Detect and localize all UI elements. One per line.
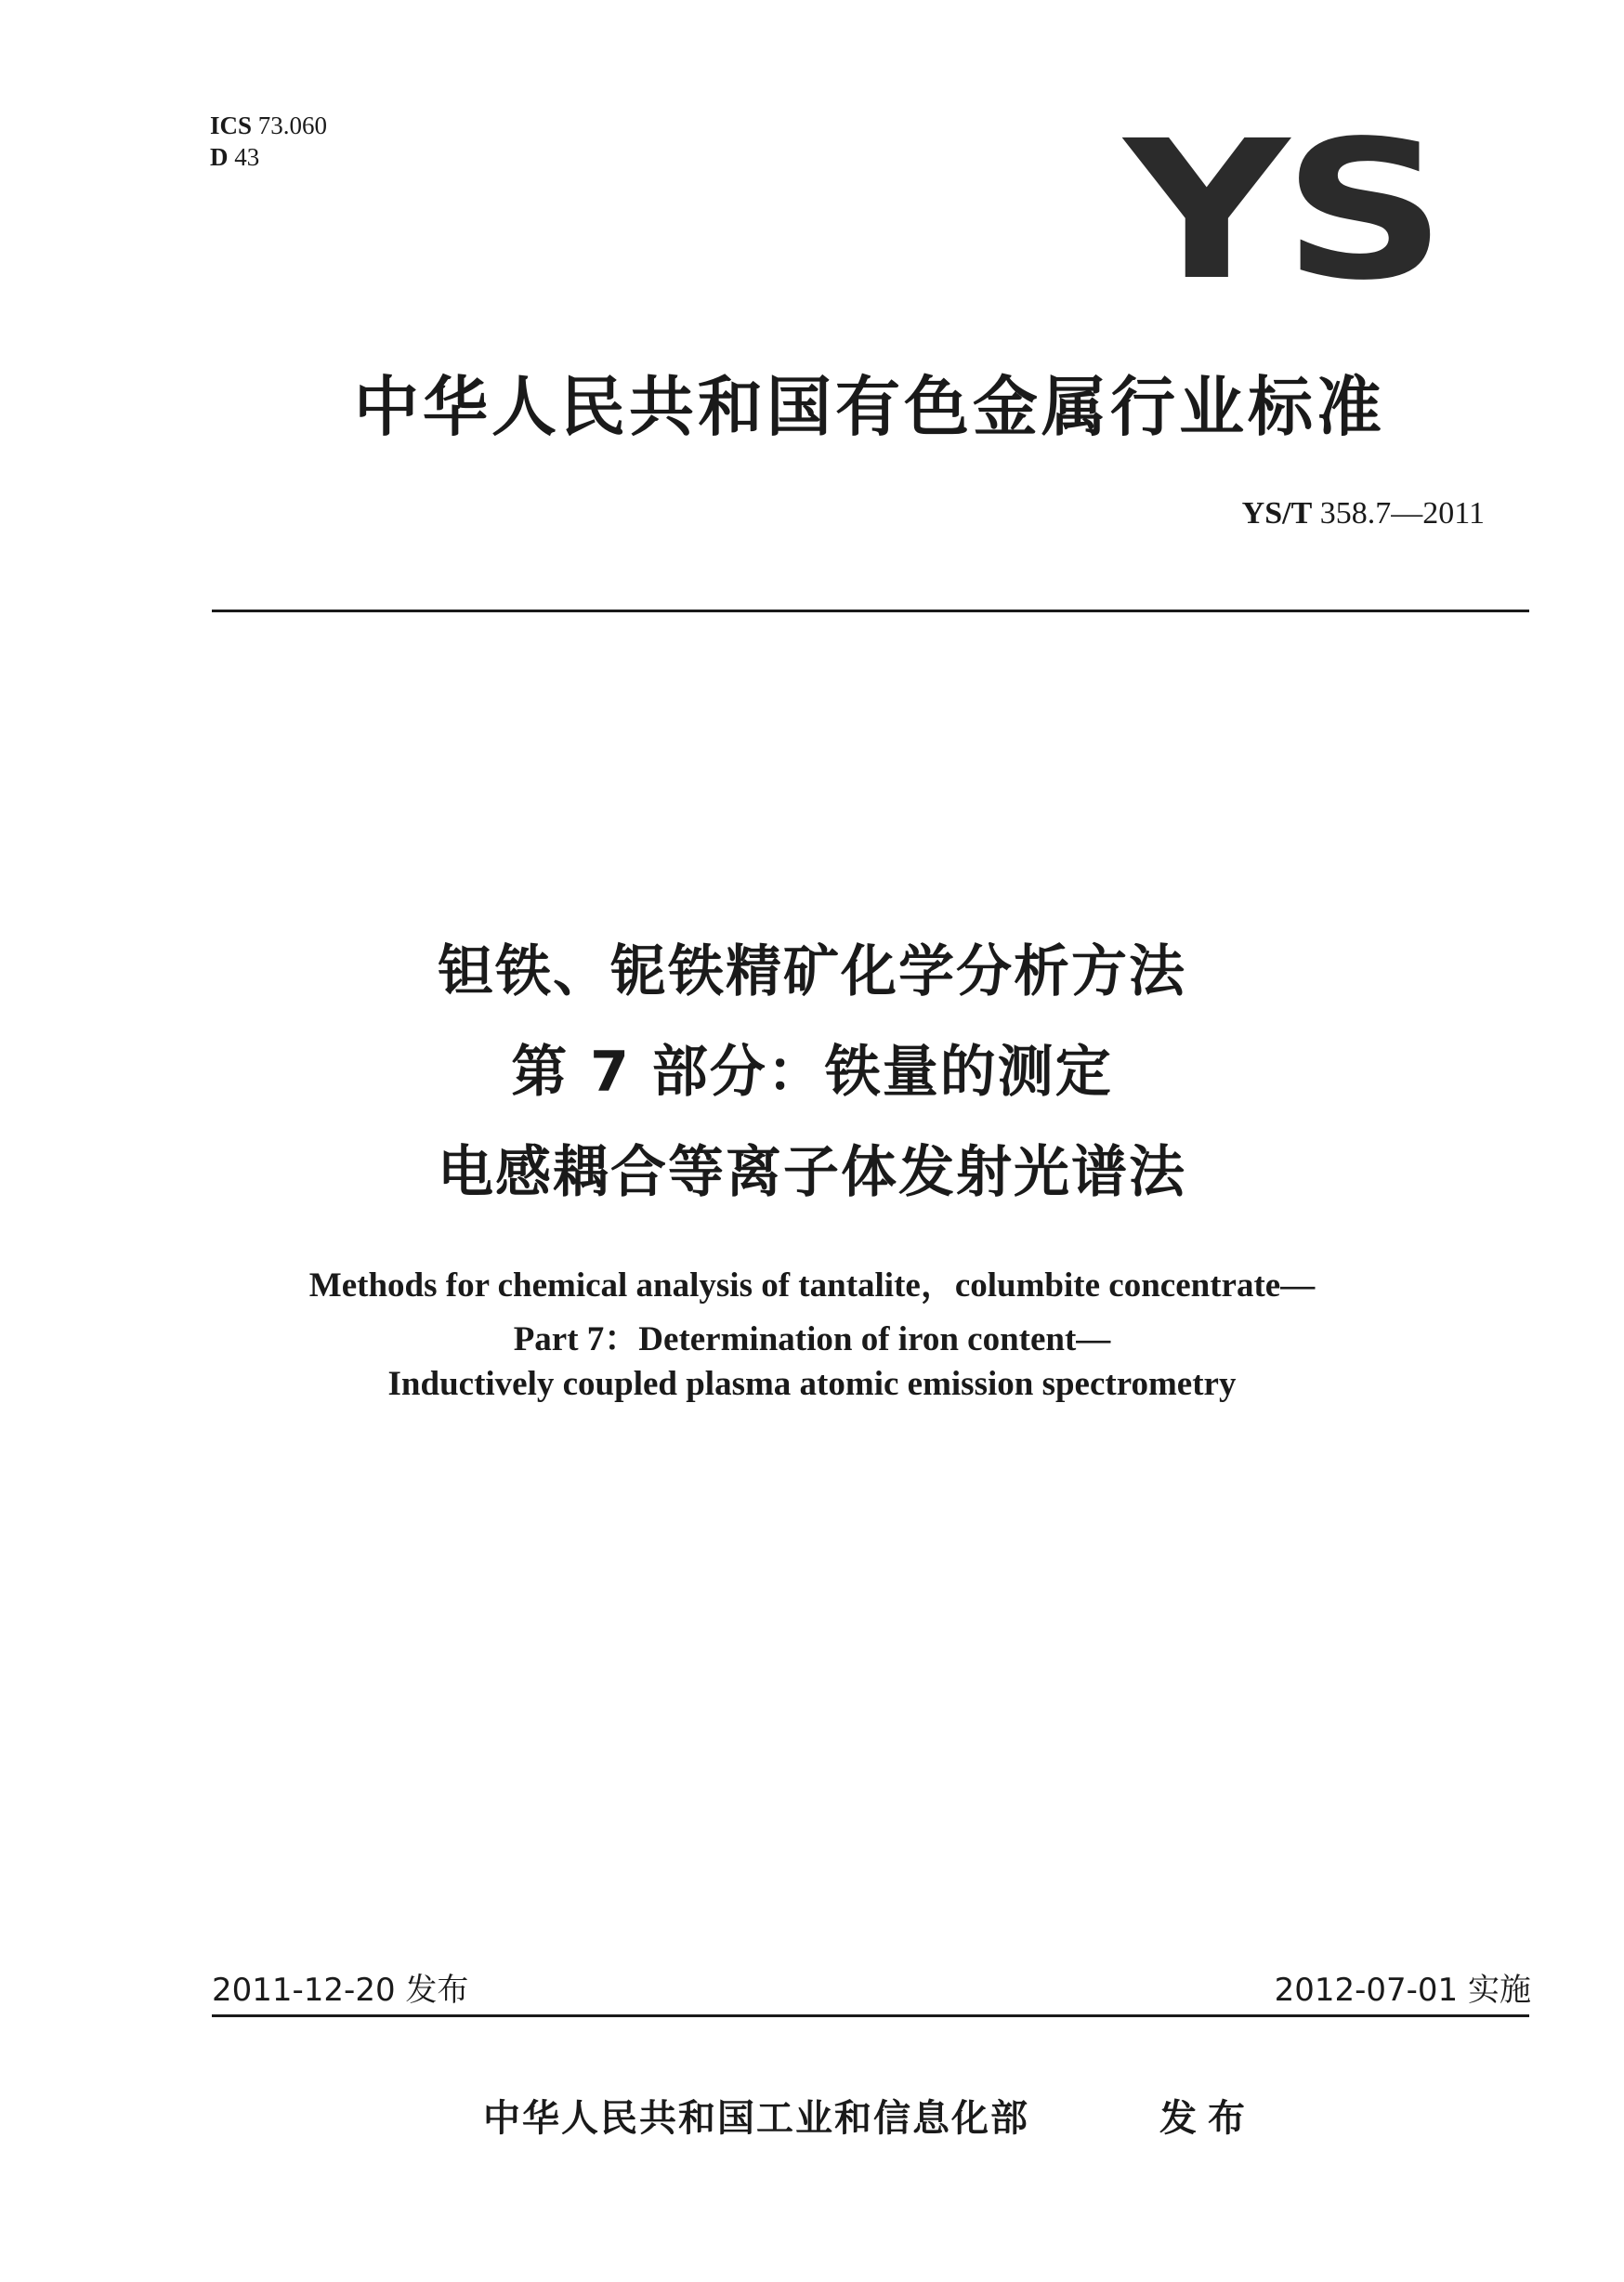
ys-logo — [1120, 130, 1444, 288]
chinese-title-line-3: 电感耦合等离子体发射光谱法 — [438, 1140, 1186, 1205]
classification-codes — [210, 110, 327, 173]
chinese-title-line-2: 第 7 部分：铁量的测定 — [511, 1040, 1113, 1105]
standard-number — [1242, 496, 1485, 531]
ccs-label: D — [210, 143, 229, 171]
publisher-name: 中华人民共和国工业和信息化部 — [483, 2097, 1029, 2140]
ics-label: ICS — [210, 111, 253, 139]
standard-number-prefix: YS/T — [1241, 496, 1313, 531]
organization-title: 中华人民共和国有色金属行业标准 — [354, 369, 1385, 445]
chinese-title-line-1: 钽铁、铌铁精矿化学分析方法 — [438, 939, 1186, 1004]
top-divider — [212, 610, 1529, 612]
english-title-line-1: Methods for chemical analysis of tantalite，columbite concentrate— — [308, 1266, 1316, 1305]
issue-date: 2011-12-20 发布 — [212, 1972, 469, 2009]
bottom-divider — [212, 2014, 1529, 2017]
ys-logo-text: YS — [1120, 130, 1440, 288]
english-title-line-3: Inductively coupled plasma atomic emission spectrometry — [387, 1365, 1237, 1403]
ics-code: 73.060 — [257, 111, 328, 139]
ccs-line — [210, 141, 327, 173]
standard-number-value: 358.7—2011 — [1319, 496, 1485, 531]
effective-date: 2012-07-01 实施 — [1274, 1972, 1531, 2009]
publisher-action: 发布 — [1159, 2097, 1256, 2140]
ccs-code: 43 — [234, 143, 260, 171]
english-title-line-2: Part 7：Determination of iron content— — [513, 1320, 1111, 1358]
ics-line — [210, 110, 327, 141]
